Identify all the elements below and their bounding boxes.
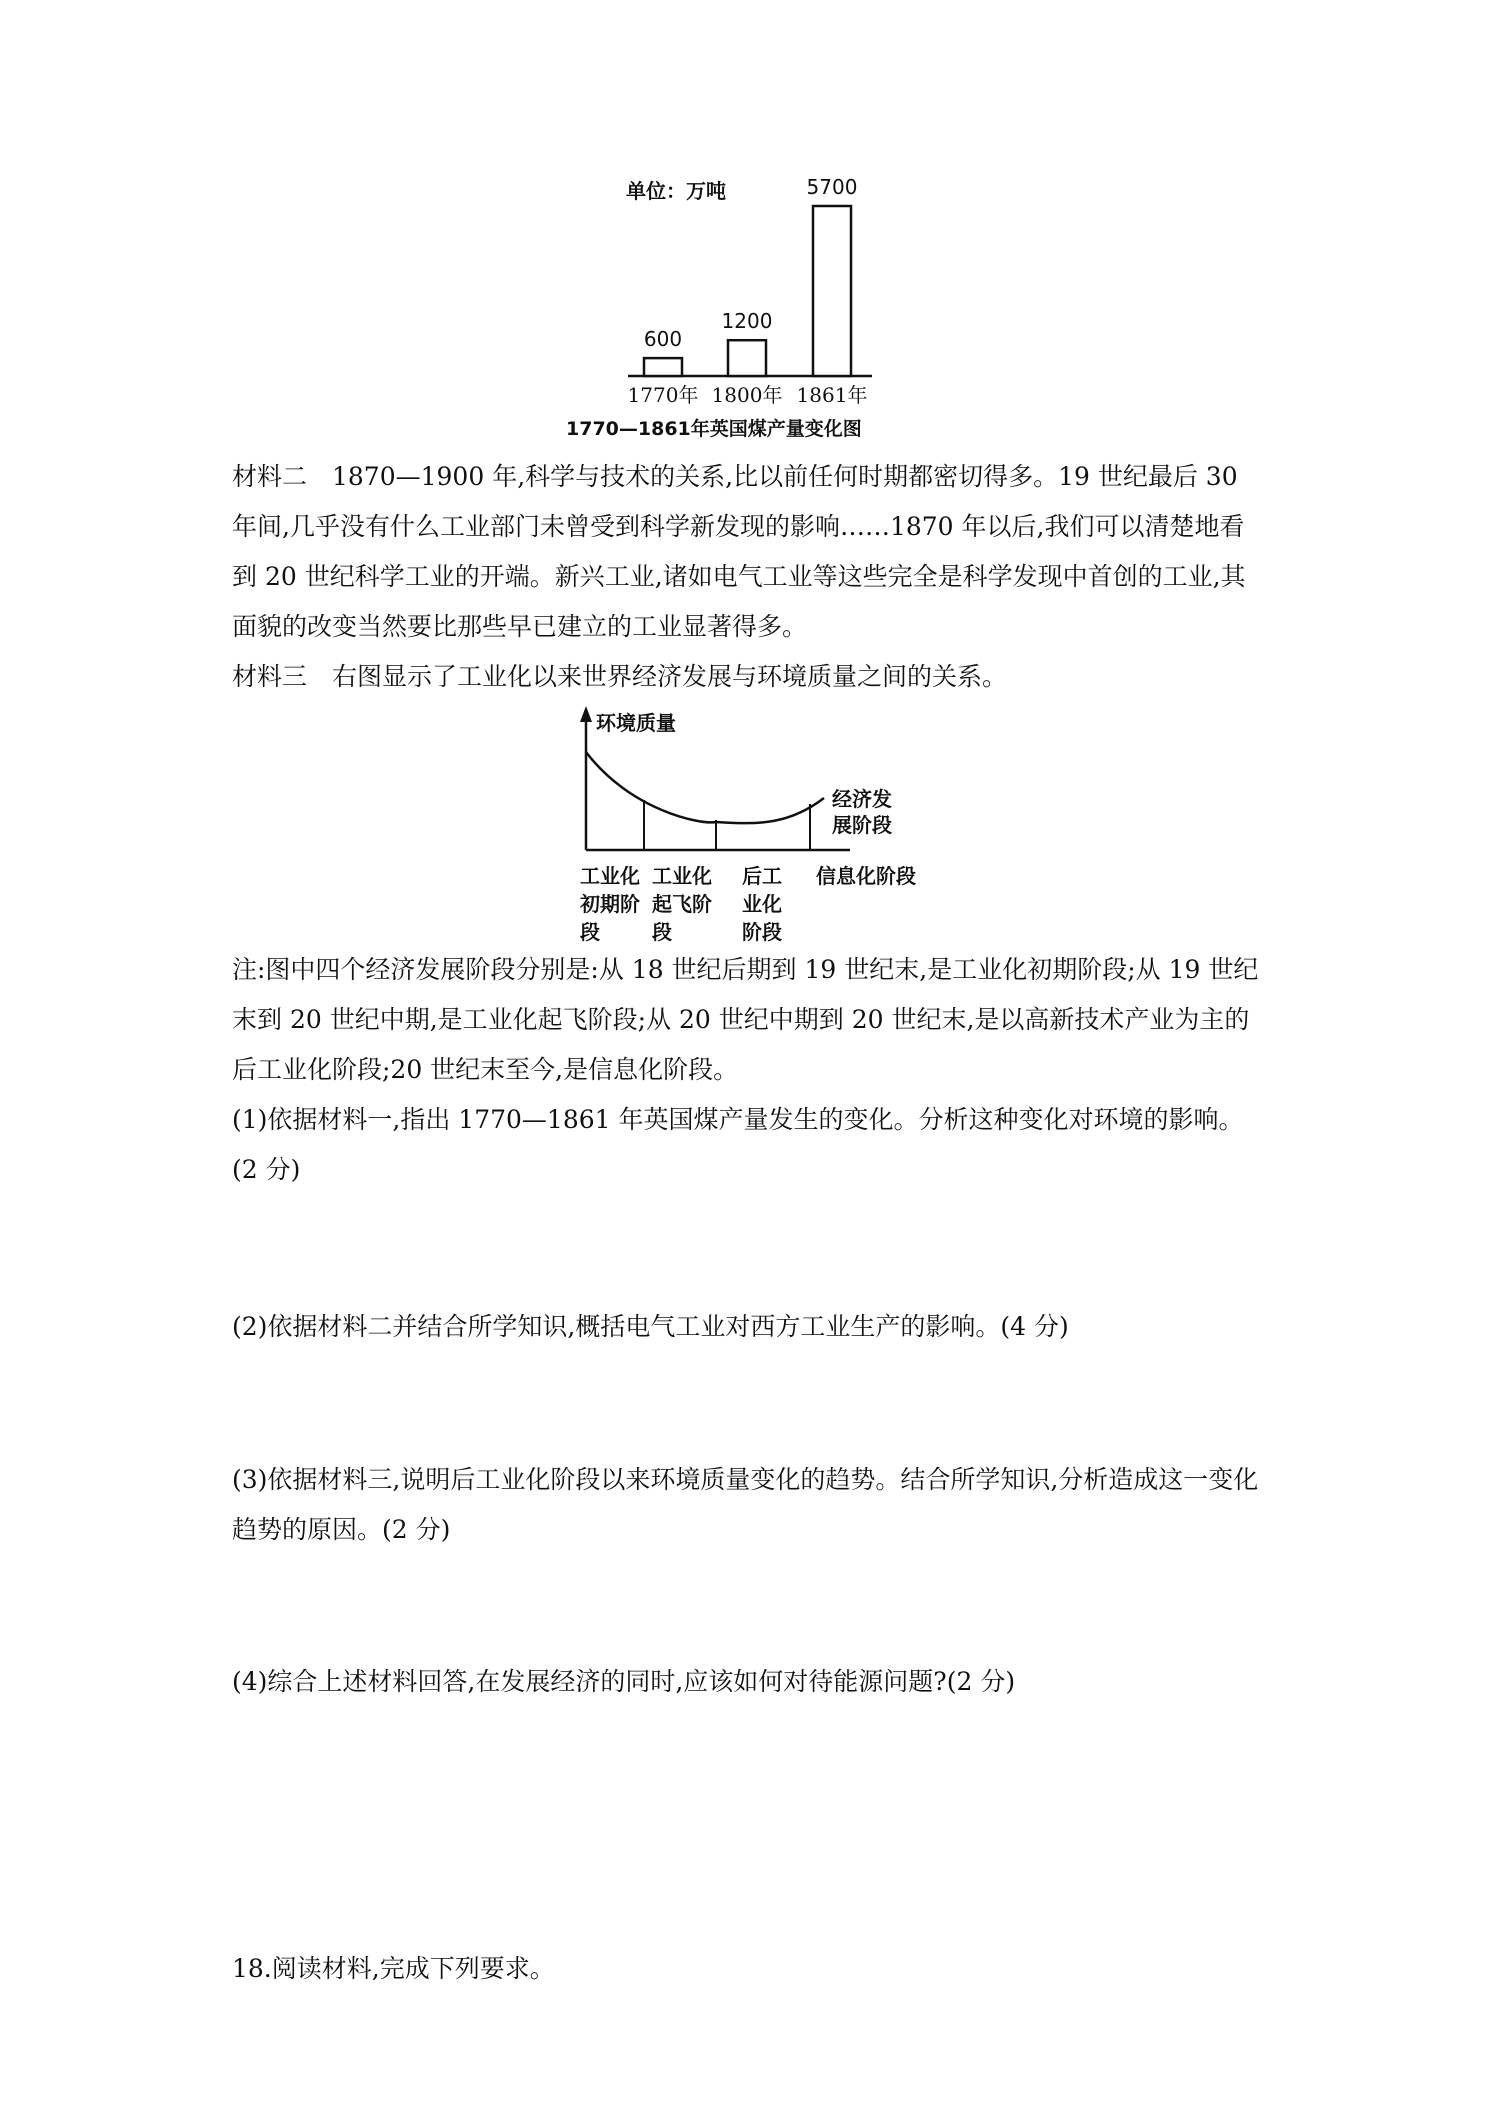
- bar-value-label-0: 600: [643, 327, 683, 352]
- material-two-text: 材料二 1870—1900 年,科学与技术的关系,比以前任何时期都密切得多。19 世纪最后 30 年间,几乎没有什么工业部门未曾受到科学新发现的影响……1870 年以后,我们可以清楚地看到 20 世纪科学工业的开端。新兴工业,诸如电气工业等这些完全是科学发现中首创的工业,其面貌的改变当然要比那些早已建立的工业显著得多。: [232, 462, 1246, 641]
- bar-value-label-2: 5700: [806, 175, 858, 199]
- y-axis-arrow: [580, 706, 592, 722]
- stage-label-3: 后工 业化 阶段: [742, 864, 782, 944]
- bar-category-label-0: 1770年: [627, 383, 699, 407]
- bar-category-label-2: 1861年: [796, 383, 868, 407]
- bar-value-label-1: 1200: [721, 309, 773, 334]
- stage-label-2: 工业化 起飞阶 段: [652, 864, 712, 944]
- y-axis-label: 环境质量: [596, 711, 676, 735]
- bar-category-label-1: 1800年: [711, 383, 783, 407]
- stage-label-1: 工业化 初期阶 段: [580, 864, 640, 944]
- diagram-note: 注:图中四个经济发展阶段分别是:从 18 世纪后期到 19 世纪末,是工业化初期阶段;从 19 世纪末到 20 世纪中期,是工业化起飞阶段;从 20 世纪中期到 20 世纪末,是以高新技术产业为主的后工业化阶段;20 世纪末至今,是信息化阶段。: [232, 955, 1259, 1084]
- environment-curve: [586, 752, 824, 823]
- curve-label: 经济发 展阶段: [832, 787, 892, 837]
- material-three-text: 材料三 右图显示了工业化以来世界经济发展与环境质量之间的关系。: [232, 662, 1008, 691]
- question-4: (4)综合上述材料回答,在发展经济的同时,应该如何对待能源问题?(2 分): [232, 1667, 1016, 1696]
- question-2: (2)依据材料二并结合所学知识,概括电气工业对西方工业生产的影响。(4 分): [232, 1312, 1069, 1341]
- chart-unit-label: 单位：万吨: [626, 179, 726, 203]
- question-3: (3)依据材料三,说明后工业化阶段以来环境质量变化的趋势。结合所学知识,分析造成这一变化趋势的原因。(2 分): [232, 1465, 1259, 1544]
- environment-diagram-svg: [0, 0, 1488, 1000]
- chart-title: 1770—1861年英国煤产量变化图: [566, 418, 862, 440]
- question-1: (1)依据材料一,指出 1770—1861 年英国煤产量发生的变化。分析这种变化对环境的影响。(2 分): [232, 1105, 1244, 1184]
- stage-label-4: 信息化阶段: [816, 864, 916, 888]
- question-18-heading: 18.阅读材料,完成下列要求。: [232, 1954, 555, 1983]
